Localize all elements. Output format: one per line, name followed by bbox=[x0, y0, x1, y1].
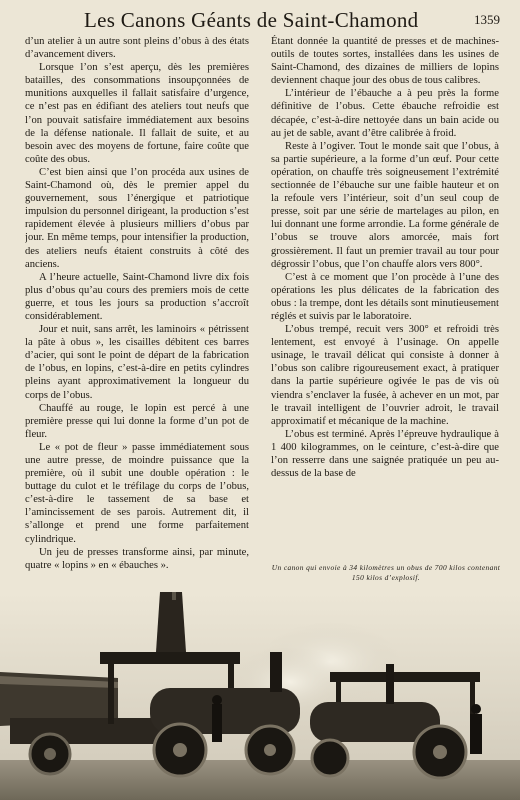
paragraph: Étant donnée la quantité de presses et de machines-outils de toutes sortes, installées dans les usines de Saint-Chamond, des dizaines de milliers de lopins deviennent chaque jour des obus de tous calibres. bbox=[271, 36, 499, 87]
figure bbox=[212, 704, 222, 742]
paragraph: L’obus est terminé. Après l’épreuve hydraulique à 1 400 kilogrammes, on le ceinture, c’est-à-dire que l’on resserre dans une saignée pratiquée un peu au-dessus de la base de bbox=[271, 428, 499, 480]
paragraph: Lorsque l’on s’est aperçu, dès les premières batailles, des consommations insoupçonnées de munitions auxquelles il fallait satisfaire d’urgence, ce n’est pas en édifiant des ateliers tout neufs que l’on pouvait satisfaire immédiatement aux besoins de la défense nationale. Il fallait de suite, et au besoin avec des moyens de fortune, faire coûte que coûte des obus. bbox=[25, 62, 249, 165]
paragraph: d’un atelier à un autre sont pleins d’obus à des états d’avancement divers. bbox=[25, 36, 249, 61]
figure bbox=[470, 714, 482, 754]
page-header bbox=[0, 6, 520, 36]
paragraph: Le « pot de fleur » passe immédiatement sous une autre presse, de moindre puissance que la première, où il subit une double opération : le buttage du culot et le tréfilage du corps de l’obus, c’est-à-dire le tassement de sa base et l’amincissement de ses parois. Autrement dit, il s’allonge et prend une forme parfaitement cylindrique. bbox=[25, 441, 249, 545]
right-text-column bbox=[271, 35, 499, 555]
tractor-stack bbox=[270, 652, 282, 692]
tractor-canopy bbox=[330, 672, 480, 682]
paragraph: C’est bien ainsi que l’on procéda aux usines de Saint-Chamond où, dès le premier appel du gouvernement, sous l’énergique et patriotique impulsion du personnel dirigeant, la production s’est rapidement élevée à plusieurs milliers d’obus par jour. En même temps, pour intensifier la production, des ateliers neufs étaient construits à côté des anciens. bbox=[25, 166, 249, 270]
paragraph: Jour et nuit, sans arrêt, les laminoirs « pétrissent la pâte à obus », les cisailles débitent ces barres d’acier, qui sont le point de départ de la fabrication de l’obus, en lopins, c’est-à-dire en petits cylindres pleins ayant approximativement la longueur du corps de l’obus. bbox=[25, 324, 249, 401]
left-text-column bbox=[25, 35, 249, 590]
paragraph: L’intérieur de l’ébauche a à peu près la forme définitive de l’obus. Cette ébauche refroidie est décapée, c’est-à-dire nettoyée dans un bain acide ou au jet de sable, avant d’être calibrée à froid. bbox=[271, 88, 499, 139]
tractor-canopy bbox=[100, 652, 240, 664]
photo-caption: Un canon qui envoie à 34 kilomètres un obus de 700 kilos contenant 150 kilos d’explosif. bbox=[271, 563, 501, 582]
photograph bbox=[0, 592, 520, 800]
chimney bbox=[156, 592, 186, 652]
page-number: 1359 bbox=[474, 12, 500, 27]
wheel bbox=[312, 740, 348, 776]
paragraph: A l’heure actuelle, Saint-Chamond livre dix fois plus d’obus qu’au cours des premiers mois de cette guerre, et tous les jours sa production s’accroît considérablement. bbox=[25, 271, 249, 322]
paragraph: C’est à ce moment que l’on procède à l’une des opérations les plus délicates de la fabrication des obus : la trempe, dont les détails sont minutieusement réglés et suivis par le laboratoire. bbox=[271, 271, 499, 322]
paragraph: Reste à l’ogiver. Tout le monde sait que l’obus, à sa partie supérieure, a la forme d’un œuf. Pour cette opération, on chauffe très soigneusement l’extrémité sectionnée de l’ébauche sur une faible hauteur et on la refoule vers l’intérieur, soit d’un seul coup de presse, soit par une série de martelages au pilon, en lui donnant une forme arrondie. La forme générale de l’obus se trouve alors amorcée, mais fort grossièrement. Il faut un premier travail au tour pour dégrossir l’obus, que l’on chauffe alors vers 800°. bbox=[271, 140, 499, 270]
photo-illustration bbox=[0, 592, 520, 800]
paragraph: Un jeu de presses transforme ainsi, par minute, quatre « lopins » en « ébauches ». bbox=[25, 546, 249, 571]
paragraph: L’obus trempé, recuit vers 300° et refroidi très lentement, est envoyé à l’usinage. On appelle usinage, le travail délicat qui consiste à donner à l’obus son calibre rigoureusement exact, à pratiquer dans la partie supérieure ogivée le pas de vis où viendra s’enclaver la fusée, à achever en un mot, par le travail intelligent de l’ouvrier adroit, le travail approximatif et mécanique de la machine. bbox=[271, 324, 499, 427]
tractor-stack bbox=[386, 664, 394, 704]
paragraph: Chauffé au rouge, le lopin est percé à une première presse qui lui donne la forme d’un pot de fleur. bbox=[25, 402, 249, 440]
page-title: Les Canons Géants de Saint-Chamond bbox=[84, 8, 419, 32]
